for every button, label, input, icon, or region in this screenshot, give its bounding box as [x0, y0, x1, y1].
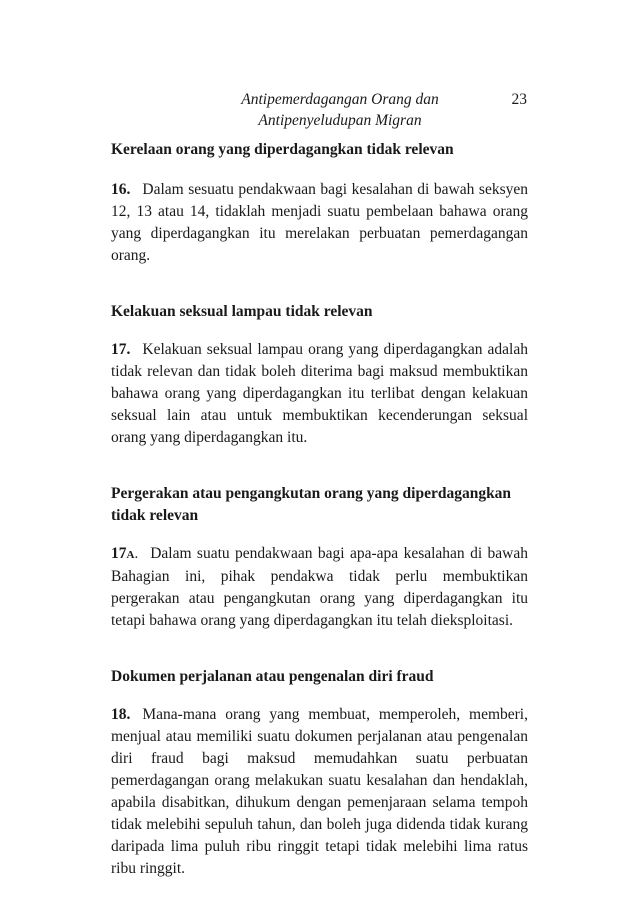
section-18 [111, 666, 528, 880]
section-heading: Dokumen perjalanan atau pengenalan diri fraud [111, 668, 434, 685]
section-number-suffix: A. [126, 549, 139, 561]
section-paragraph [111, 179, 528, 267]
section-number [111, 545, 138, 562]
page-number: 23 [511, 91, 527, 108]
section-number-main: 17 [111, 545, 127, 562]
section-text: Dalam suatu pendakwaan bagi apa-apa kesalahan di bawah Bahagian ini, pihak pendakwa tidak perlu membuktikan pergerakan atau pengangkutan orang yang diperdagangkan itu tetapi bahawa orang yang diperdagangkan itu telah dieksploitasi. [111, 545, 528, 629]
section-17a [111, 483, 528, 632]
document-body [111, 139, 528, 880]
section-paragraph [111, 704, 528, 880]
section-number: 17. [111, 341, 131, 358]
section-paragraph [111, 339, 528, 449]
section-17 [111, 301, 528, 449]
section-16 [111, 139, 528, 267]
section-heading: Kelakuan seksual lampau tidak relevan [111, 303, 373, 320]
section-text: Kelakuan seksual lampau orang yang diperdagangkan adalah tidak relevan dan tidak boleh diterima bagi maksud membuktikan bahawa orang yang diperdagangkan itu terlibat dengan kelakuan seksual lain atau untuk membuktikan kecenderungan seksual orang yang diperdagangkan itu. [111, 341, 528, 446]
section-heading: Kerelaan orang yang diperdagangkan tidak relevan [111, 141, 454, 158]
header-title-line-1: Antipemerdagangan Orang dan [241, 91, 439, 108]
section-heading: Pergerakan atau pengangkutan orang yang diperdagangkan tidak relevan [111, 485, 512, 524]
running-header [230, 89, 450, 131]
section-number: 18. [111, 706, 131, 723]
section-paragraph [111, 543, 528, 632]
section-text: Mana-mana orang yang membuat, memperoleh, memberi, menjual atau memiliki suatu dokumen perjalanan atau pengenalan diri fraud bagi maksud memudahkan suatu perbuatan pemerdagangan orang melakukan suatu kesalahan dan hendaklah, apabila disabitkan, dihukum dengan pemenjaraan selama tempoh tidak melebihi sepuluh tahun, dan boleh juga didenda tidak kurang daripada lima puluh ribu ringgit tetapi tidak melebihi lima ratus ribu ringgit. [111, 706, 528, 877]
header-title-line-2: Antipenyeludupan Migran [258, 112, 422, 129]
section-number: 16. [111, 181, 131, 198]
section-text: Dalam sesuatu pendakwaan bagi kesalahan di bawah seksyen 12, 13 atau 14, tidaklah menjadi suatu pembelaan bahawa orang yang diperdagangkan itu merelakan perbuatan pemerdagangan orang. [111, 181, 528, 264]
